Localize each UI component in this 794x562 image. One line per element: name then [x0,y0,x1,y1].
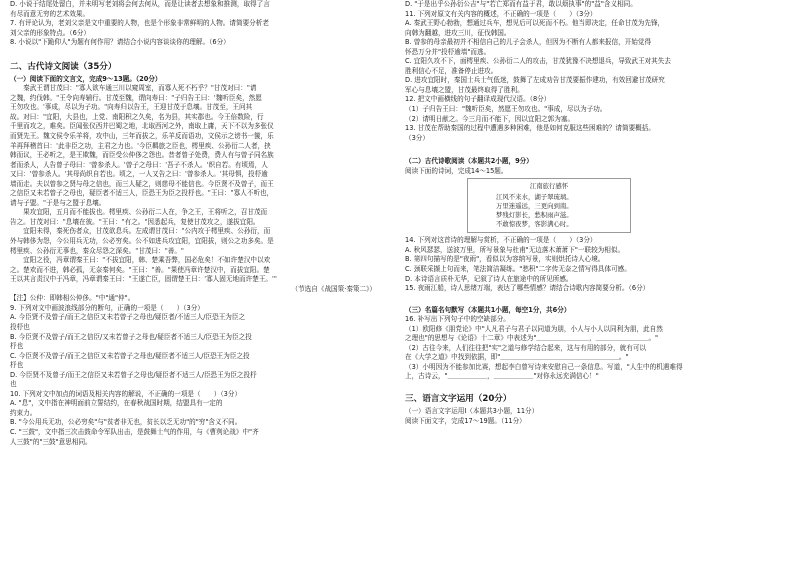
q16-item-1-cont: 之理也"的思想与《论语》十二章》中表述为"＿＿＿＿＿＿＿＿，＿＿＿＿＿＿＿＿。" [405,334,659,343]
q11-option-a-cont: 向韩为翻越，进攻三川，征伐韩国。 [405,28,511,37]
question-7: 7. 有评论认为，老刘父亲是文中重要的人物，也是个形象非常鲜明的人物。请简要分析老 [10,19,269,28]
q10-option-a-cont: 约束力。 [10,408,37,417]
passage-line: 之魏，约伐韩。"王令向寿辅行。甘茂至魏，谓向寿曰："子归告王曰：'魏听臣矣，然愿 [10,93,262,102]
q16-item-3-cont: 上，古诗云，"＿＿＿＿＿＿，＿＿＿＿＿＿"对你永远充满信心！" [405,372,599,381]
question-8: 8. 小说以"下跪仰人"为题有何作用？请结合小说内容谈谈你的理解。（6分） [10,38,230,47]
passage-line: 者而杀人，人告曾子母曰：'曾参杀人。'曾子之母曰：'吾子不杀人。'织自若。有顷焉，人 [10,160,268,169]
q16-item-1: （1）欧阳修《朋党论》中"人凡君子与君子以同道为朋，小人与小人以同利为朋，此自然 [405,324,663,333]
poetry-instructions: 阅读下面的诗词，完成14～15题。 [405,166,508,175]
question-7-cont: 刘父亲的形象特点。（6分） [10,28,91,37]
q11-option-c: C. 宜阳久攻不下，面樗里疾、公孙衍二人的攻击，甘茂犹豫不决想退兵，导致武王对其失去 [405,57,671,66]
passage-line: 外与韩侈为怨，今公用兵无功，公必穷矣。公不如进兵攻宜阳，宜阳拔，则公之功多矣。是 [10,237,274,246]
q16-item-2: （2）古往今来，人们往往把"实"之道与修学结合起来，这与有用的部分，就有可以 [405,343,647,352]
passage-source: （节选自《战国策·秦策二》） [291,284,376,293]
question-16: 16. 补写出下列句子中的空缺部分。 [405,315,510,324]
q16-item-2-cont: 在《大学之道》中找到依据，即"＿＿＿＿＿＿＿＿＿＿＿＿＿＿＿＿＿＿。" [405,353,629,362]
subsection-recitation: （三）名篇名句默写（本题共1小题，每空1分，共6分） [405,305,571,314]
passage-line: 故。对曰："宜阳，大县也，上党、南阳积之久矣，名为县，其实郡也。今王倍数险，行 [10,112,264,121]
classical-passage [10,84,388,284]
q11-option-a: A. 秦武王野心勃勃，想通过兵车，想见后可以死而不朽。他当即决定，任命甘茂为先锋， [405,19,665,28]
question-14: 14. 下列对这首诗的理解与赏析，不正确的一项是（ ）（3分） [405,236,597,245]
question-10: 10. 下列对文中加点的词语及相关内容的解说，不正确的一项是（ ）（3分） [10,389,242,398]
passage-line: 之信臣又未若曾子之母也，疑臣者不适三人，臣恐王为臣之投杼也。"王曰："寡人不听也， [10,189,274,198]
q9-option-a: A. 今臣贤不及曾子/而王之信臣又未若曾子之母也/疑臣者/不适三人/臣恐王为臣之 [10,313,246,322]
q11-option-d-cont: 军心与息壤之盟，甘茂最终取得了胜利。 [405,85,524,94]
q11-option-d: D. 进攻宜阳时，秦国士兵士气低迷，鼓舞了左成劝告甘茂要振作建功，有效回避甘茂研究 [405,76,665,85]
q14-option-c: C. 颈联采撷上句而来，笔法简洁凝练。"愁积"二字传无奈之情写得具体可感。 [405,264,631,273]
poem-box [467,178,631,233]
question-13: 13. 甘茂在帮助秦国的过程中遭遇多种困难，他是如何克服这些困难的？请简要概括。 [405,124,655,133]
passage-line: 千里而攻之，难矣。臣闻张仪西并巴蜀之地，北取西河之外，南取上庸，天下不以为多张仪 [10,122,274,131]
q10-option-b: B. "今公用兵无功，公必穷矣"与"贫者非无也，贫长以乏无功"的"穷"含义不同。 [10,418,242,427]
q9-option-c: C. 今臣贤不及曾子/而王之信臣又未若曾子之母也/疑臣者不适三人/臣恐王为臣之投 [10,351,250,360]
q10-option-c-cont: 人三鼓"的"三鼓"意思相同。 [10,437,92,446]
q10-option-a: A. "息"，文中指在神明面前立誓结约，在春秋战国时期，结盟具有一定的 [10,399,223,408]
passage-line: 宜阳之役，冯章谓秦王曰："不拔宜阳，韩、楚乘吾弊，国必危矣！不如许楚汉中以欢 [10,256,271,265]
poem-line: 江风不来水，湖子翠琉璃。 [496,192,573,201]
poem-line: 万里迷遥远，三更向到南。 [496,201,573,210]
subsection-language-use: （一）语言文字运用Ⅰ（本题共3小题，11分） [405,406,539,415]
q14-option-b: B. 第四句描写的是"夜雨"，看似以为容纳写景，实则烘托诗人心境。 [405,255,605,264]
question-9: 9. 下列对文中画波浪线部分的断句，正确的一项是（ ）（3分） [10,303,204,312]
q12-sentence-2: （2）请明日献之。今三月而不能下，因以宜阳之郭为塞。 [405,114,575,123]
passage-line: 请与子盟。"于是与之盟于息壤。 [10,198,106,207]
q7-option-d-text-cont: 有尽而意无穷的艺术效果。 [10,9,90,18]
left-column [10,0,388,562]
q7-option-d-text: D. 小说于结尾处留白，并未明写老刘将会何去何从，而是让读者去想象和推测，取得了言 [10,0,270,8]
subsection-classical-prose: （一）阅读下面的文言文，完成9～13题。（20分） [10,74,162,83]
question-13-cont: （3分） [405,133,429,142]
poem-title: 江南旅行感怀 [529,182,569,191]
q14-option-d: D. 本诗语言质朴无华，记叙了诗人在旅途中的所见所感。 [405,274,573,283]
poem-line: 梦残灯影长，愁积雨声滋。 [496,210,573,219]
question-15: 15. 夜雨江船，诗人思绪万端，表达了哪些情感？请结合诗歌内容简要分析。（6分） [405,284,650,293]
passage-line: 秦武王谓甘茂曰："寡人欲车通三川以窥周室，而寡人死不朽乎？"甘茂对曰："请 [10,84,257,93]
question-11: 11. 下列对原文有关内容的概述，不正确的一项是（ ）（3分） [405,9,597,18]
right-column [405,0,783,562]
passage-line: 告之。甘茂对曰："息壤在彼。"王曰："有之。"因悉起兵，复使甘茂攻之，遂拔宜阳。 [10,217,260,226]
passage-line: 樗里疾、公孙衍无事也，秦众尽怨之深矣。"甘茂曰："善。" [10,246,184,255]
q9-option-b-cont: 杼也 [10,342,24,351]
passage-line: 墙而走。夫以曾参之贤与母之信也，而三人疑之，则慈母不能信也。今臣贤不及曾子，而王 [10,179,274,188]
q9-option-c-cont: 杼也 [10,361,24,370]
passage-line: 羊再拜稽首曰：'此非臣之功，主君之力也。'今臣羁旅之臣也，樗里疾、公孙衍二人者，挟 [10,141,271,150]
passage-line: 韩而议，王必听之，是王欺魏，而臣受公仲侈之怨也。昔者曾子处费，费人有与曾子同名族 [10,151,274,160]
q9-option-d: D. 今臣贤不及曾子/而王之信臣又未若曾子之母也/疑臣者不适三人/臣恐王为臣之投杼 [10,370,257,379]
q14-option-a: A. 秋风瑟瑟，送波万里，所写景象与杜甫"无边落木萧萧下"一联较为相似。 [405,245,625,254]
q11-option-c-cont: 胜利信心不足，准备停止进攻。 [405,66,498,75]
q9-option-d-cont: 也 [10,380,17,389]
q10-option-c: C. "三鼓"，文中指三次击鼓命令军队出击，是鼓舞士气的作用，与《曹刿论战》中"齐 [10,427,259,436]
passage-line: 而贤先王。魏文侯令乐羊将，攻中山，三年而拔之，乐羊反而语功，文侯示之谤书一箧，乐 [10,132,274,141]
q11-option-b-cont: 怀恐万分并"投杼逾墙"而逃。 [405,47,491,56]
language-use-instructions: 阅读下面文字，完成17～19题。（11分） [405,416,526,425]
passage-line: 王以其言责汉中于冯章，冯章谓秦王曰："王遂亡臣，固谓楚王曰：'寡人固无地而许楚王。'" [10,275,277,284]
section-3-title: 三、语言文字运用（20分） [405,393,512,404]
q10-option-d: D. "于是出乎公孙衍公吉"与"若亡郑而有益于君，敢以烦执事"的"益"含义相同。 [405,0,637,8]
annotation-note: 【注】公仲：即韩相公仲侈。"中"通"仲"。 [10,294,135,303]
section-2-title: 二、古代诗文阅读（35分） [10,61,117,72]
q9-option-a-cont: 投杼也 [10,322,30,331]
passage-line: 又曰：'曾参杀人。'其母尚织自若也。顷之，一人又告之曰：'曾参杀人。'其母惧，投杼逾 [10,170,268,179]
q11-option-b: B. 曾参的母亲最初并不相信自己的儿子会杀人，但因为不断有人都来报信，开始觉得 [405,38,652,47]
q12-sentence-1: （1）子归告王曰："魏听臣矣，然愿王勿攻也。"事成，尽以为子功。 [405,105,607,114]
passage-line: 果攻宜阳，五月而不能拔也。樗里疾、公孙衍二人在，争之王，王将听之，召甘茂而 [10,208,268,217]
passage-line: 宜阳未得，秦死伤者众，甘茂欲息兵。左成谓甘茂曰："公内攻于樗里疾、公孙衍，而 [10,227,271,236]
question-12: 12. 把文中画横线的句子翻译成现代汉语。（8分） [405,95,551,104]
poem-line: 不敢惊夜梦，客影满心时。 [496,220,573,229]
q9-option-b: B. 今臣贤不及曾子/而王之信臣/又未若曾子之母也/疑臣者不适三人/臣恐王为臣之投 [10,332,252,341]
subsection-poetry: （二）古代诗歌阅读（本题共2小题，9分） [405,157,533,166]
passage-line: 之。楚欢而不进，韩必孤，无奈秦何矣。"王曰："善。"果使冯章许楚汉中，而拔宜阳。楚 [10,265,270,274]
q16-item-3: （3）小明因为不能参加比赛，想起李白曾写诗来安慰自己一条信息。写道，"人生中的机遇难得 [405,362,683,371]
passage-line: 王勿攻也。'事成，尽以为子功。"向寿归以告王，王迎甘茂于息壤。甘茂至，王问其 [10,103,253,112]
